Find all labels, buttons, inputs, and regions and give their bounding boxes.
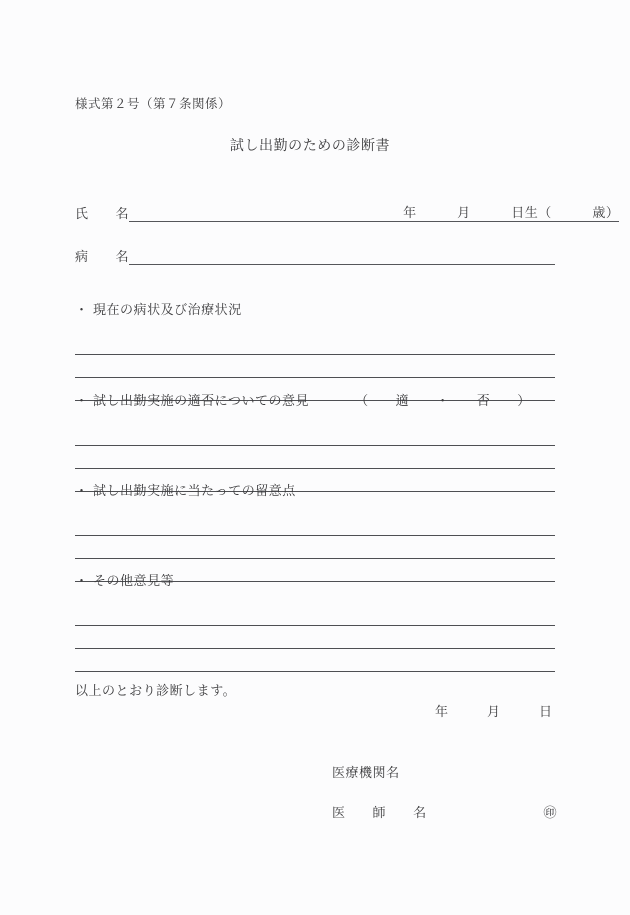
section-precautions — [75, 484, 555, 582]
disease-input-rule[interactable] — [129, 248, 555, 265]
write-line[interactable] — [75, 649, 555, 672]
disease-field-row — [75, 243, 555, 265]
bullet-icon: ・ — [75, 483, 89, 498]
suitability-choice-options[interactable]: （ 適 ・ 否 ） — [355, 393, 531, 408]
institution-name-label[interactable]: 医療機関名 — [332, 765, 400, 780]
write-line[interactable] — [75, 603, 555, 626]
section-header — [75, 574, 555, 592]
write-lines — [75, 513, 555, 582]
section-header — [75, 394, 555, 412]
date-month-label[interactable]: 月 — [487, 704, 501, 719]
section-title: 試し出勤実施に当たっての留意点 — [93, 483, 296, 498]
bullet-icon: ・ — [75, 393, 89, 408]
section-header — [75, 303, 555, 321]
bullet-icon: ・ — [75, 302, 89, 317]
write-line[interactable] — [75, 536, 555, 559]
form-code: 様式第２号（第７条関係） — [75, 97, 232, 111]
write-line[interactable] — [75, 355, 555, 378]
page-title: 試し出勤のための診断書 — [229, 139, 391, 154]
seal-stamp-icon[interactable]: ㊞ — [543, 805, 557, 820]
section-title: 試し出勤実施の適否についての意見 — [93, 393, 310, 408]
write-line[interactable] — [75, 332, 555, 355]
birthdate-age-label[interactable]: 年 月 日生（ 歳） — [397, 205, 619, 222]
write-line[interactable] — [75, 423, 555, 446]
disease-field-label: 病 名 — [75, 248, 130, 264]
signature-block — [332, 766, 557, 819]
write-lines — [75, 603, 555, 672]
name-field-row — [75, 200, 620, 222]
section-current-condition — [75, 303, 555, 401]
bullet-icon: ・ — [75, 573, 89, 588]
section-suitability-opinion — [75, 394, 555, 492]
doctor-row — [332, 806, 557, 819]
section-other-opinions — [75, 574, 555, 672]
write-lines — [75, 423, 555, 492]
write-line[interactable] — [75, 626, 555, 649]
write-line[interactable] — [75, 513, 555, 536]
name-input-rule[interactable] — [129, 205, 397, 222]
doctor-name-label[interactable]: 医 師 名 — [332, 805, 427, 820]
section-title: 現在の病状及び治療状況 — [93, 302, 242, 317]
date-day-label[interactable]: 日 — [539, 704, 553, 719]
write-lines — [75, 332, 555, 401]
section-header — [75, 484, 555, 502]
closing-statement: 以上のとおり診断します。 — [75, 683, 237, 698]
signature-date-line — [75, 705, 555, 718]
name-field-label: 氏 名 — [75, 205, 130, 221]
write-line[interactable] — [75, 446, 555, 469]
date-year-label[interactable]: 年 — [435, 704, 449, 719]
section-title: その他意見等 — [93, 573, 175, 588]
institution-row — [332, 766, 557, 779]
